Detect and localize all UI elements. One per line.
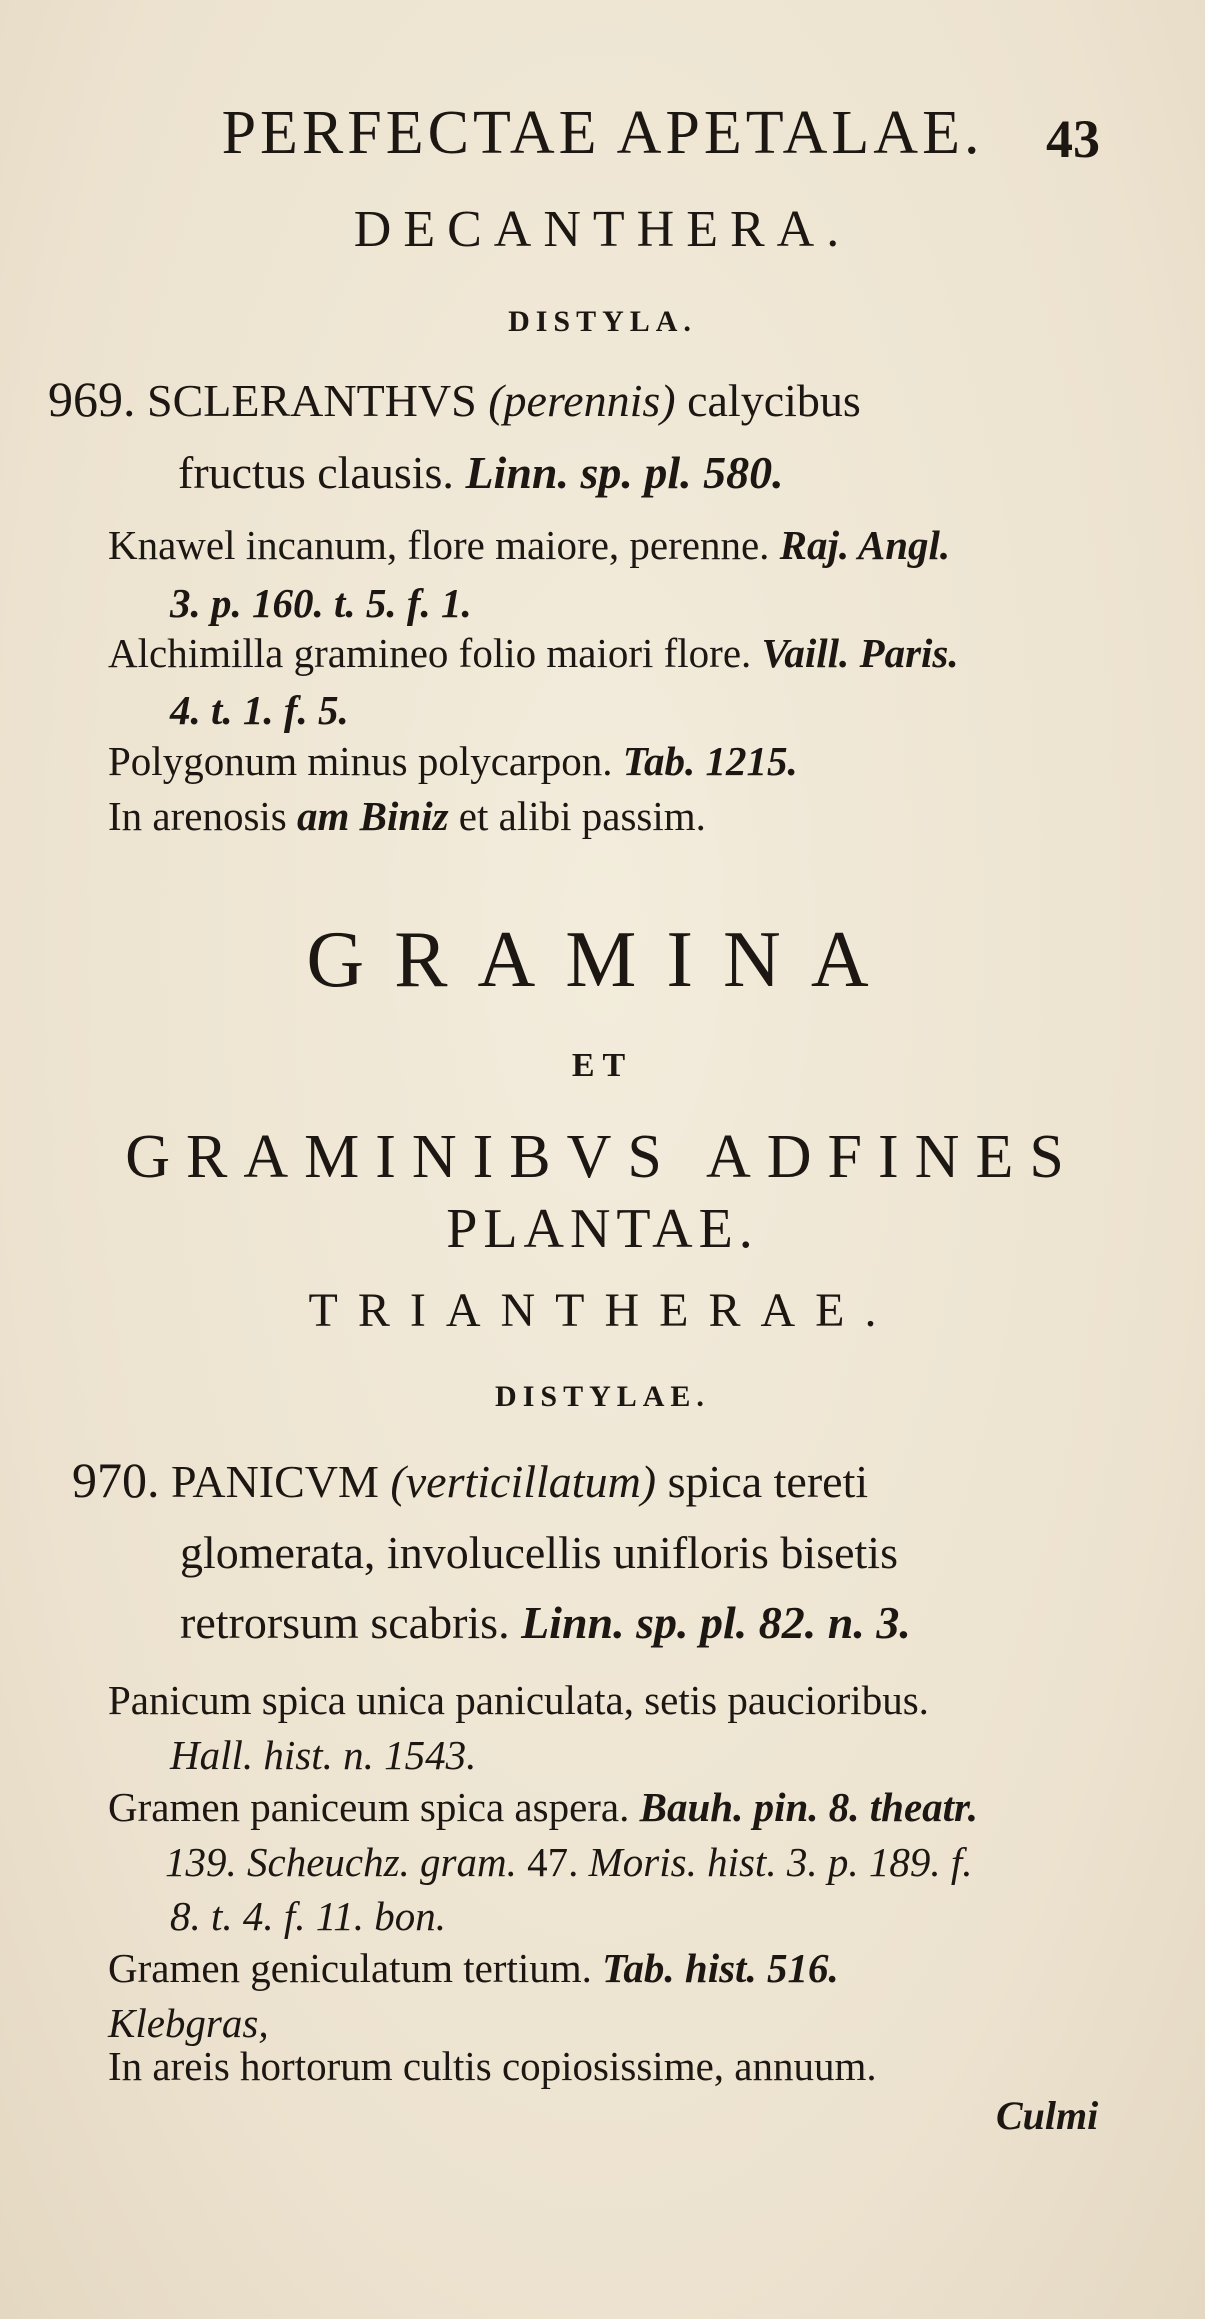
synonym-text: Alchimilla gramineo folio maiori flore. bbox=[108, 630, 752, 676]
subsection-heading: DISTYLA. bbox=[508, 305, 697, 338]
synonym-reference: Scheuchz. gram. bbox=[247, 1839, 517, 1885]
synonym-text: Gramen paniceum spica aspera. bbox=[108, 1784, 630, 1830]
synonym-reference-cont: 4. t. 1. f. 5. bbox=[170, 687, 349, 733]
synonym-reference-cont: Hall. hist. n. 1543. bbox=[170, 1732, 477, 1778]
entry-description: retrorsum scabris. bbox=[180, 1597, 510, 1648]
entry-species: (perennis) bbox=[488, 375, 676, 426]
class-title: GRAMINA bbox=[306, 916, 899, 1004]
entry-reference: Linn. sp. pl. 580. bbox=[465, 447, 784, 498]
synonym-line bbox=[108, 738, 798, 784]
synonym-reference: Raj. Angl. bbox=[779, 522, 951, 568]
synonym-reference: Moris. hist. 3. p. 189. f. bbox=[588, 1839, 973, 1885]
entry-description: calycibus bbox=[687, 375, 861, 426]
entry-description: glomerata, involucellis unifloris bisetis bbox=[180, 1527, 898, 1578]
section-title: DECANTHERA. bbox=[353, 201, 852, 258]
synonym-text: Knawel incanum, flore maiore, perenne. bbox=[108, 522, 770, 568]
synonym-reference-cont: 3. p. 160. t. 5. f. 1. bbox=[170, 580, 472, 626]
vernacular-name: Klebgras, bbox=[108, 2000, 269, 2046]
class-plantae: PLANTAE. bbox=[446, 1198, 759, 1260]
habitat-line bbox=[108, 793, 706, 839]
synonym-line: Panicum spica unica paniculata, setis paucioribus. bbox=[108, 1677, 929, 1723]
synonym-reference: Vaill. Paris. bbox=[761, 630, 959, 676]
habitat-line: In areis hortorum cultis copiosissime, annuum. bbox=[108, 2043, 877, 2089]
page-number: 43 bbox=[1046, 109, 1100, 169]
synonym-reference: Tab. hist. 516. bbox=[602, 1945, 839, 1991]
entry-969-line-1 bbox=[48, 371, 861, 427]
entry-description: fructus clausis. bbox=[178, 447, 454, 498]
synonym-text: Polygonum minus polycarpon. bbox=[108, 738, 613, 784]
entry-969-line-2 bbox=[178, 447, 784, 498]
synonym-line bbox=[108, 1784, 978, 1830]
entry-species: (verticillatum) bbox=[390, 1456, 657, 1507]
catchword: Culmi bbox=[996, 2093, 1099, 2138]
entry-number: 970. bbox=[72, 1452, 160, 1508]
synonym-reference: 139. bbox=[165, 1839, 237, 1885]
running-head: PERFECTAE APETALAE. bbox=[221, 99, 984, 167]
synonym-text: Gramen geniculatum tertium. bbox=[108, 1945, 592, 1991]
synonym-reference-cont: 8. t. 4. f. 11. bon. bbox=[170, 1893, 446, 1939]
entry-970-line-1 bbox=[72, 1452, 869, 1508]
habitat-text: In arenosis bbox=[108, 793, 287, 839]
order-title: TRIANTHERAE. bbox=[308, 1284, 897, 1337]
subsection-heading: DISTYLAE. bbox=[495, 1380, 710, 1413]
entry-970-line-2 bbox=[180, 1527, 898, 1578]
synonym-line bbox=[108, 522, 951, 568]
entry-reference: Linn. sp. pl. 82. n. 3. bbox=[521, 1597, 911, 1648]
entry-description: spica tereti bbox=[667, 1456, 869, 1507]
synonym-reference: Bauh. pin. 8. theatr. bbox=[639, 1784, 978, 1830]
synonym-line bbox=[108, 630, 959, 676]
synonym-line bbox=[108, 1945, 839, 1991]
class-conjunction: ET bbox=[571, 1047, 634, 1084]
synonym-reference-cont bbox=[165, 1839, 973, 1885]
class-subtitle: GRAMINIBVS ADFINES bbox=[125, 1123, 1080, 1191]
habitat-text: et alibi passim. bbox=[458, 793, 706, 839]
entry-number: 969. bbox=[48, 371, 136, 427]
entry-genus: PANICVM bbox=[171, 1456, 379, 1507]
entry-970-line-3 bbox=[180, 1597, 911, 1648]
synonym-reference: 47. bbox=[527, 1839, 579, 1885]
habitat-locality: am Biniz bbox=[297, 793, 449, 839]
entry-genus: SCLERANTHVS bbox=[147, 375, 477, 426]
synonym-reference: Tab. 1215. bbox=[622, 738, 798, 784]
